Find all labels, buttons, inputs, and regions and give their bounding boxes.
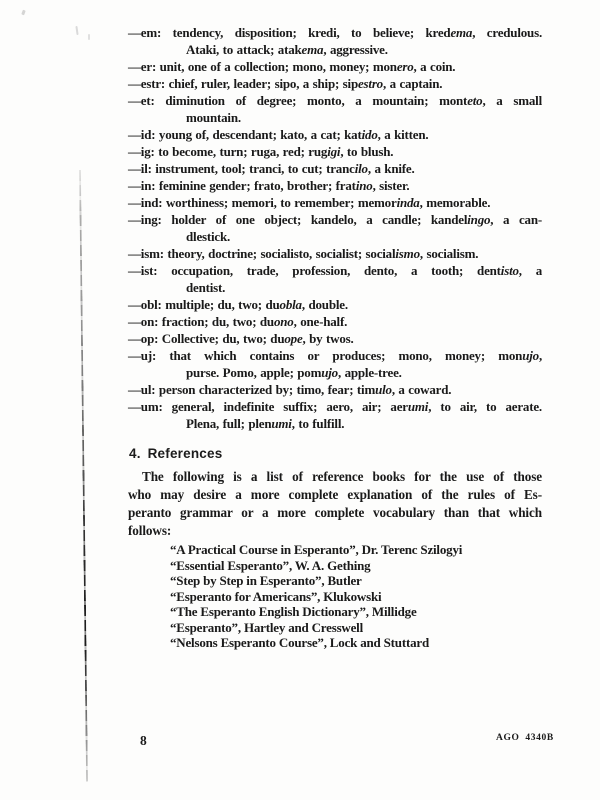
suffix-definition-list: [128, 24, 542, 432]
suffix-entry-line: —ig: to become, turn; ruga, red; rugigi, to blush.: [128, 144, 394, 159]
scan-speck-artifact: [21, 10, 26, 16]
reference-book-item: “Essential Esperanto”, W. A. Gething: [170, 557, 371, 573]
paragraph-line: who may desire a more complete explanation of the rules of Es-: [128, 487, 542, 502]
suffix-entry-line: purse. Pomo, apple; pomujo, apple-tree.: [186, 365, 402, 380]
suffix-entry-line: —em: tendency, disposition; kredi, to believe; kredema, credulous.: [128, 25, 542, 40]
scan-speck-artifact: [88, 34, 90, 40]
suffix-entry: [128, 24, 542, 58]
reference-book-item: “Step by Step in Esperanto”, Butler: [170, 573, 362, 588]
suffix-entry: [128, 245, 542, 262]
scan-binding-line-artifact: [79, 170, 88, 782]
reference-book-item: “Nelsons Esperanto Course”, Lock and Stuttard: [170, 635, 429, 650]
suffix-entry-line: mountain.: [186, 110, 241, 125]
page-number: 8: [140, 733, 147, 748]
suffix-entry-line: —uj: that which contains or produces; mono, money; monujo,: [128, 348, 542, 363]
document-code: AGO 4340B: [496, 733, 554, 743]
references-section-heading: 4. References: [129, 446, 223, 461]
suffix-entry-line: dentist.: [186, 280, 226, 295]
reference-book-item: “Esperanto for Americans”, Klukowski: [170, 588, 382, 604]
suffix-entry-line: —op: Collective; du, two; duope, by twos.: [128, 331, 354, 346]
suffix-entry-line: —et: diminution of degree; monto, a mountain; monteto, a small: [128, 93, 542, 108]
suffix-entry-line: —obl: multiple; du, two; duobla, double.: [128, 297, 348, 312]
reference-book-item: “A Practical Course in Esperanto”, Dr. Terenc Szilogyi: [170, 542, 463, 557]
suffix-entry-line: Plena, full; plenumi, to fulfill.: [186, 416, 345, 431]
suffix-entry: [128, 330, 542, 347]
suffix-entry: [128, 160, 542, 177]
suffix-entry-line: —ist: occupation, trade, profession, dento, a tooth; dentisto, a: [128, 263, 542, 278]
scan-speck-artifact: [75, 26, 78, 35]
suffix-entry: [128, 126, 542, 143]
page-content: [128, 24, 542, 651]
suffix-entry: [128, 211, 542, 245]
paragraph-line: The following is a list of reference books for the use of those: [142, 469, 542, 484]
reference-book-item: “Esperanto”, Hartley and Cresswell: [170, 619, 364, 635]
suffix-entry-line: —estr: chief, ruler, leader; sipo, a ship; sipestro, a captain.: [128, 76, 443, 91]
suffix-entry: [128, 143, 542, 160]
suffix-entry-line: dlestick.: [186, 229, 231, 244]
suffix-entry: [128, 398, 542, 432]
suffix-entry-line: —um: general, indefinite suffix; aero, air; aerumi, to air, to aerate.: [128, 399, 542, 414]
suffix-entry: [128, 177, 542, 194]
suffix-entry: [128, 381, 542, 398]
suffix-entry: [128, 92, 542, 126]
suffix-entry: [128, 296, 542, 313]
suffix-entry: [128, 262, 542, 296]
suffix-entry-line: —on: fraction; du, two; duono, one-half.: [128, 314, 348, 329]
suffix-entry-line: —il: instrument, tool; tranci, to cut; trancilo, a knife.: [128, 161, 415, 176]
suffix-entry-line: —ind: worthiness; memori, to remember; memorinda, memorable.: [128, 195, 491, 210]
suffix-entry-line: —in: feminine gender; frato, brother; fratino, sister.: [128, 178, 410, 193]
suffix-entry: [128, 75, 542, 92]
paragraph-line: peranto grammar or a more complete vocabulary than that which: [128, 505, 542, 520]
reference-book-item: “The Esperanto English Dictionary”, Millidge: [170, 604, 417, 619]
suffix-entry: [128, 58, 542, 75]
suffix-entry: [128, 194, 542, 211]
suffix-entry-line: —ul: person characterized by; timo, fear; timulo, a coward.: [128, 382, 452, 397]
suffix-entry-line: —id: young of, descendant; kato, a cat; katido, a kitten.: [128, 127, 429, 142]
references-intro-paragraph: [128, 468, 542, 540]
paragraph-line: follows:: [128, 523, 172, 538]
suffix-entry-line: —ism: theory, doctrine; socialisto, socialist; socialismo, socialism.: [128, 246, 479, 261]
suffix-entry: [128, 313, 542, 330]
suffix-entry-line: Ataki, to attack; atakema, aggressive.: [186, 42, 388, 57]
suffix-entry-line: —er: unit, one of a collection; mono, money; monero, a coin.: [128, 59, 456, 74]
suffix-entry: [128, 347, 542, 381]
reference-book-list: [128, 542, 542, 651]
suffix-entry-line: —ing: holder of one object; kandelo, a candle; kandelingo, a can-: [128, 212, 542, 227]
